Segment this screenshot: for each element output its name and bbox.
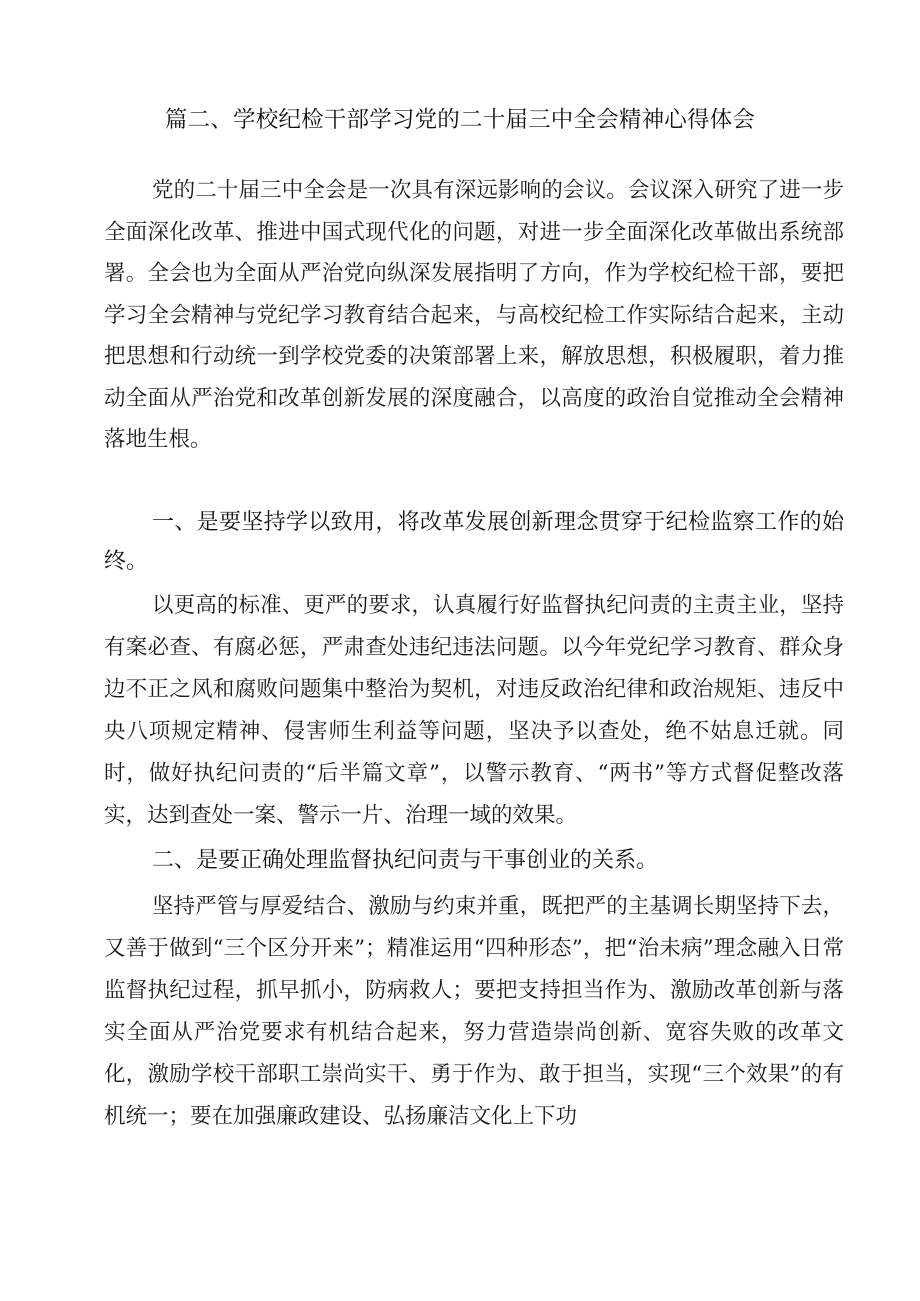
section-2-paragraph: 坚持严管与厚爱结合、激励与约束并重，既把严的主基调长期坚持下去，又善于做到“三个区分开来”；精准运用“四种形态”，把“治未病”理念融入日常监督执纪过程，抓早抓小，防病救人；要把支持担当作为、激励改革创新与落实全面从严治党要求有机结合起来，努力营造崇尚创新、宽容失败的改革文化，激励学校干部职工崇尚实干、勇于作为、敢于担当，实现“三个效果”的有机统一；要在加强廉政建设、弘扬廉洁文化上下功: [104, 894, 844, 1129]
intro-paragraph: 党的二十届三中全会是一次具有深远影响的会议。会议深入研究了进一步全面深化改革、推进中国式现代化的问题，对进一步全面深化改革做出系统部署。全会也为全面从严治党向纵深发展指明了方向，作为学校纪检干部，要把学习全会精神与党纪学习教育结合起来，与高校纪检工作实际结合起来，主动把思想和行动统一到学校党委的决策部署上来，解放思想，积极履职，着力推动全面从严治党和改革创新发展的深度融合，以高度的政治自觉推动全会精神落地生根。: [104, 178, 844, 452]
section-heading-2: 二、是要正确处理监督执纪问责与干事创业的关系。: [152, 848, 659, 873]
document-title: 篇二、学校纪检干部学习党的二十届三中全会精神心得体会: [164, 107, 756, 133]
section-heading-1: 一、是要坚持学以致用，将改革发展创新理念贯穿于纪检监察工作的始终。: [104, 510, 844, 574]
section-1-paragraph: 以更高的标准、更严的要求，认真履行好监督执纪问责的主责主业，坚持有案必查、有腐必惩，严肃查处违纪违法问题。以今年党纪学习教育、群众身边不正之风和腐败问题集中整治为契机，对违反政治纪律和政治规矩、违反中央八项规定精神、侵害师生利益等问题，坚决予以查处，绝不姑息迁就。同时，做好执纪问责的“后半篇文章”，以警示教育、“两书”等方式督促整改落实，达到查处一案、警示一片、治理一域的效果。: [104, 593, 844, 828]
